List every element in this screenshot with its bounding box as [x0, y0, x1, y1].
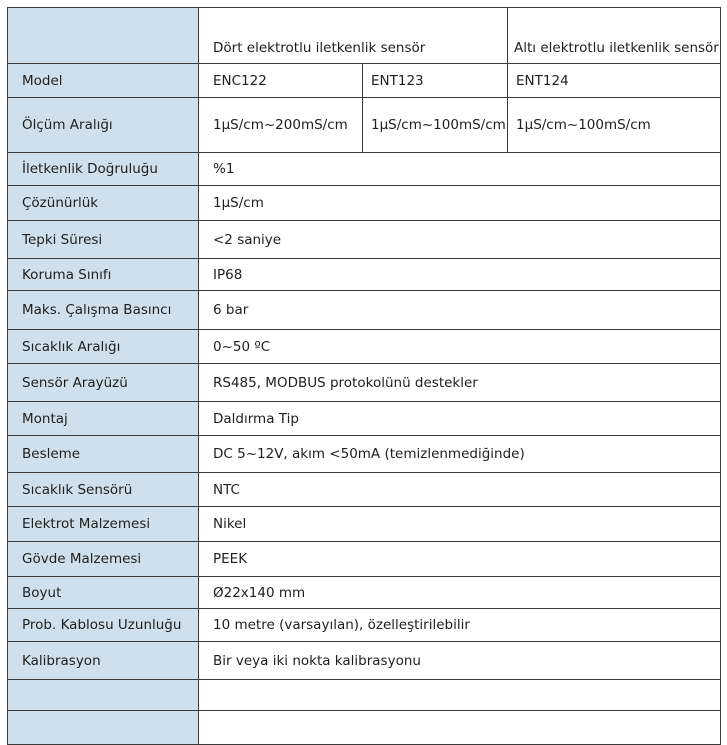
row-value: DC 5~12V, akım <50mA (temizlenmediğinde)	[199, 436, 721, 473]
row-label: Sıcaklık Sensörü	[8, 473, 199, 507]
row-value: Ø22x140 mm	[199, 577, 721, 609]
row-label: Model	[8, 64, 199, 98]
table-row	[8, 153, 721, 186]
header-four-electrode: Dört elektrotlu iletkenlik sensör	[199, 8, 508, 64]
table-row	[8, 436, 721, 473]
table-row	[8, 680, 721, 711]
row-label: Kalibrasyon	[8, 642, 199, 680]
table-row	[8, 542, 721, 577]
row-value: 1μS/cm	[199, 186, 721, 221]
row-label: Ölçüm Aralığı	[8, 98, 199, 153]
row-value: Nikel	[199, 507, 721, 542]
model-ent124: ENT124	[508, 64, 721, 98]
header-corner-cell	[8, 8, 199, 64]
table-row	[8, 507, 721, 542]
range-row	[8, 98, 721, 153]
row-value	[199, 680, 721, 711]
row-label: İletkenlik Doğruluğu	[8, 153, 199, 186]
row-value: IP68	[199, 259, 721, 291]
table-row	[8, 186, 721, 221]
row-label: Elektrot Malzemesi	[8, 507, 199, 542]
table-row	[8, 364, 721, 402]
row-value: RS485, MODBUS protokolünü destekler	[199, 364, 721, 402]
row-label: Maks. Çalışma Basıncı	[8, 291, 199, 330]
row-label: Gövde Malzemesi	[8, 542, 199, 577]
row-value: NTC	[199, 473, 721, 507]
row-value: Bir veya iki nokta kalibrasyonu	[199, 642, 721, 680]
row-label: Sıcaklık Aralığı	[8, 330, 199, 364]
row-value: %1	[199, 153, 721, 186]
row-label	[8, 680, 199, 711]
row-value: 6 bar	[199, 291, 721, 330]
table-row	[8, 711, 721, 745]
row-label: Boyut	[8, 577, 199, 609]
model-row	[8, 64, 721, 98]
row-value: 10 metre (varsayılan), özelleştirilebilir	[199, 609, 721, 642]
spec-table	[7, 7, 721, 745]
table-row	[8, 609, 721, 642]
range-ent124: 1μS/cm~100mS/cm	[508, 98, 721, 153]
row-value	[199, 711, 721, 745]
table-row	[8, 642, 721, 680]
row-value: 0~50 ºC	[199, 330, 721, 364]
table-row	[8, 473, 721, 507]
row-label: Prob. Kablosu Uzunluğu	[8, 609, 199, 642]
row-label: Besleme	[8, 436, 199, 473]
row-label: Montaj	[8, 402, 199, 436]
row-label	[8, 711, 199, 745]
row-value: Daldırma Tip	[199, 402, 721, 436]
table-row	[8, 221, 721, 259]
row-label: Çözünürlük	[8, 186, 199, 221]
table-row	[8, 291, 721, 330]
row-label: Sensör Arayüzü	[8, 364, 199, 402]
header-six-electrode: Altı elektrotlu iletkenlik sensör	[508, 8, 721, 64]
range-enc122: 1μS/cm~200mS/cm	[199, 98, 363, 153]
model-enc122: ENC122	[199, 64, 363, 98]
header-row	[8, 8, 721, 64]
table-row	[8, 577, 721, 609]
table-row	[8, 259, 721, 291]
table-row	[8, 330, 721, 364]
row-label: Tepki Süresi	[8, 221, 199, 259]
table-row	[8, 402, 721, 436]
row-value: PEEK	[199, 542, 721, 577]
row-value: <2 saniye	[199, 221, 721, 259]
model-ent123: ENT123	[363, 64, 508, 98]
range-ent123: 1μS/cm~100mS/cm	[363, 98, 508, 153]
row-label: Koruma Sınıfı	[8, 259, 199, 291]
